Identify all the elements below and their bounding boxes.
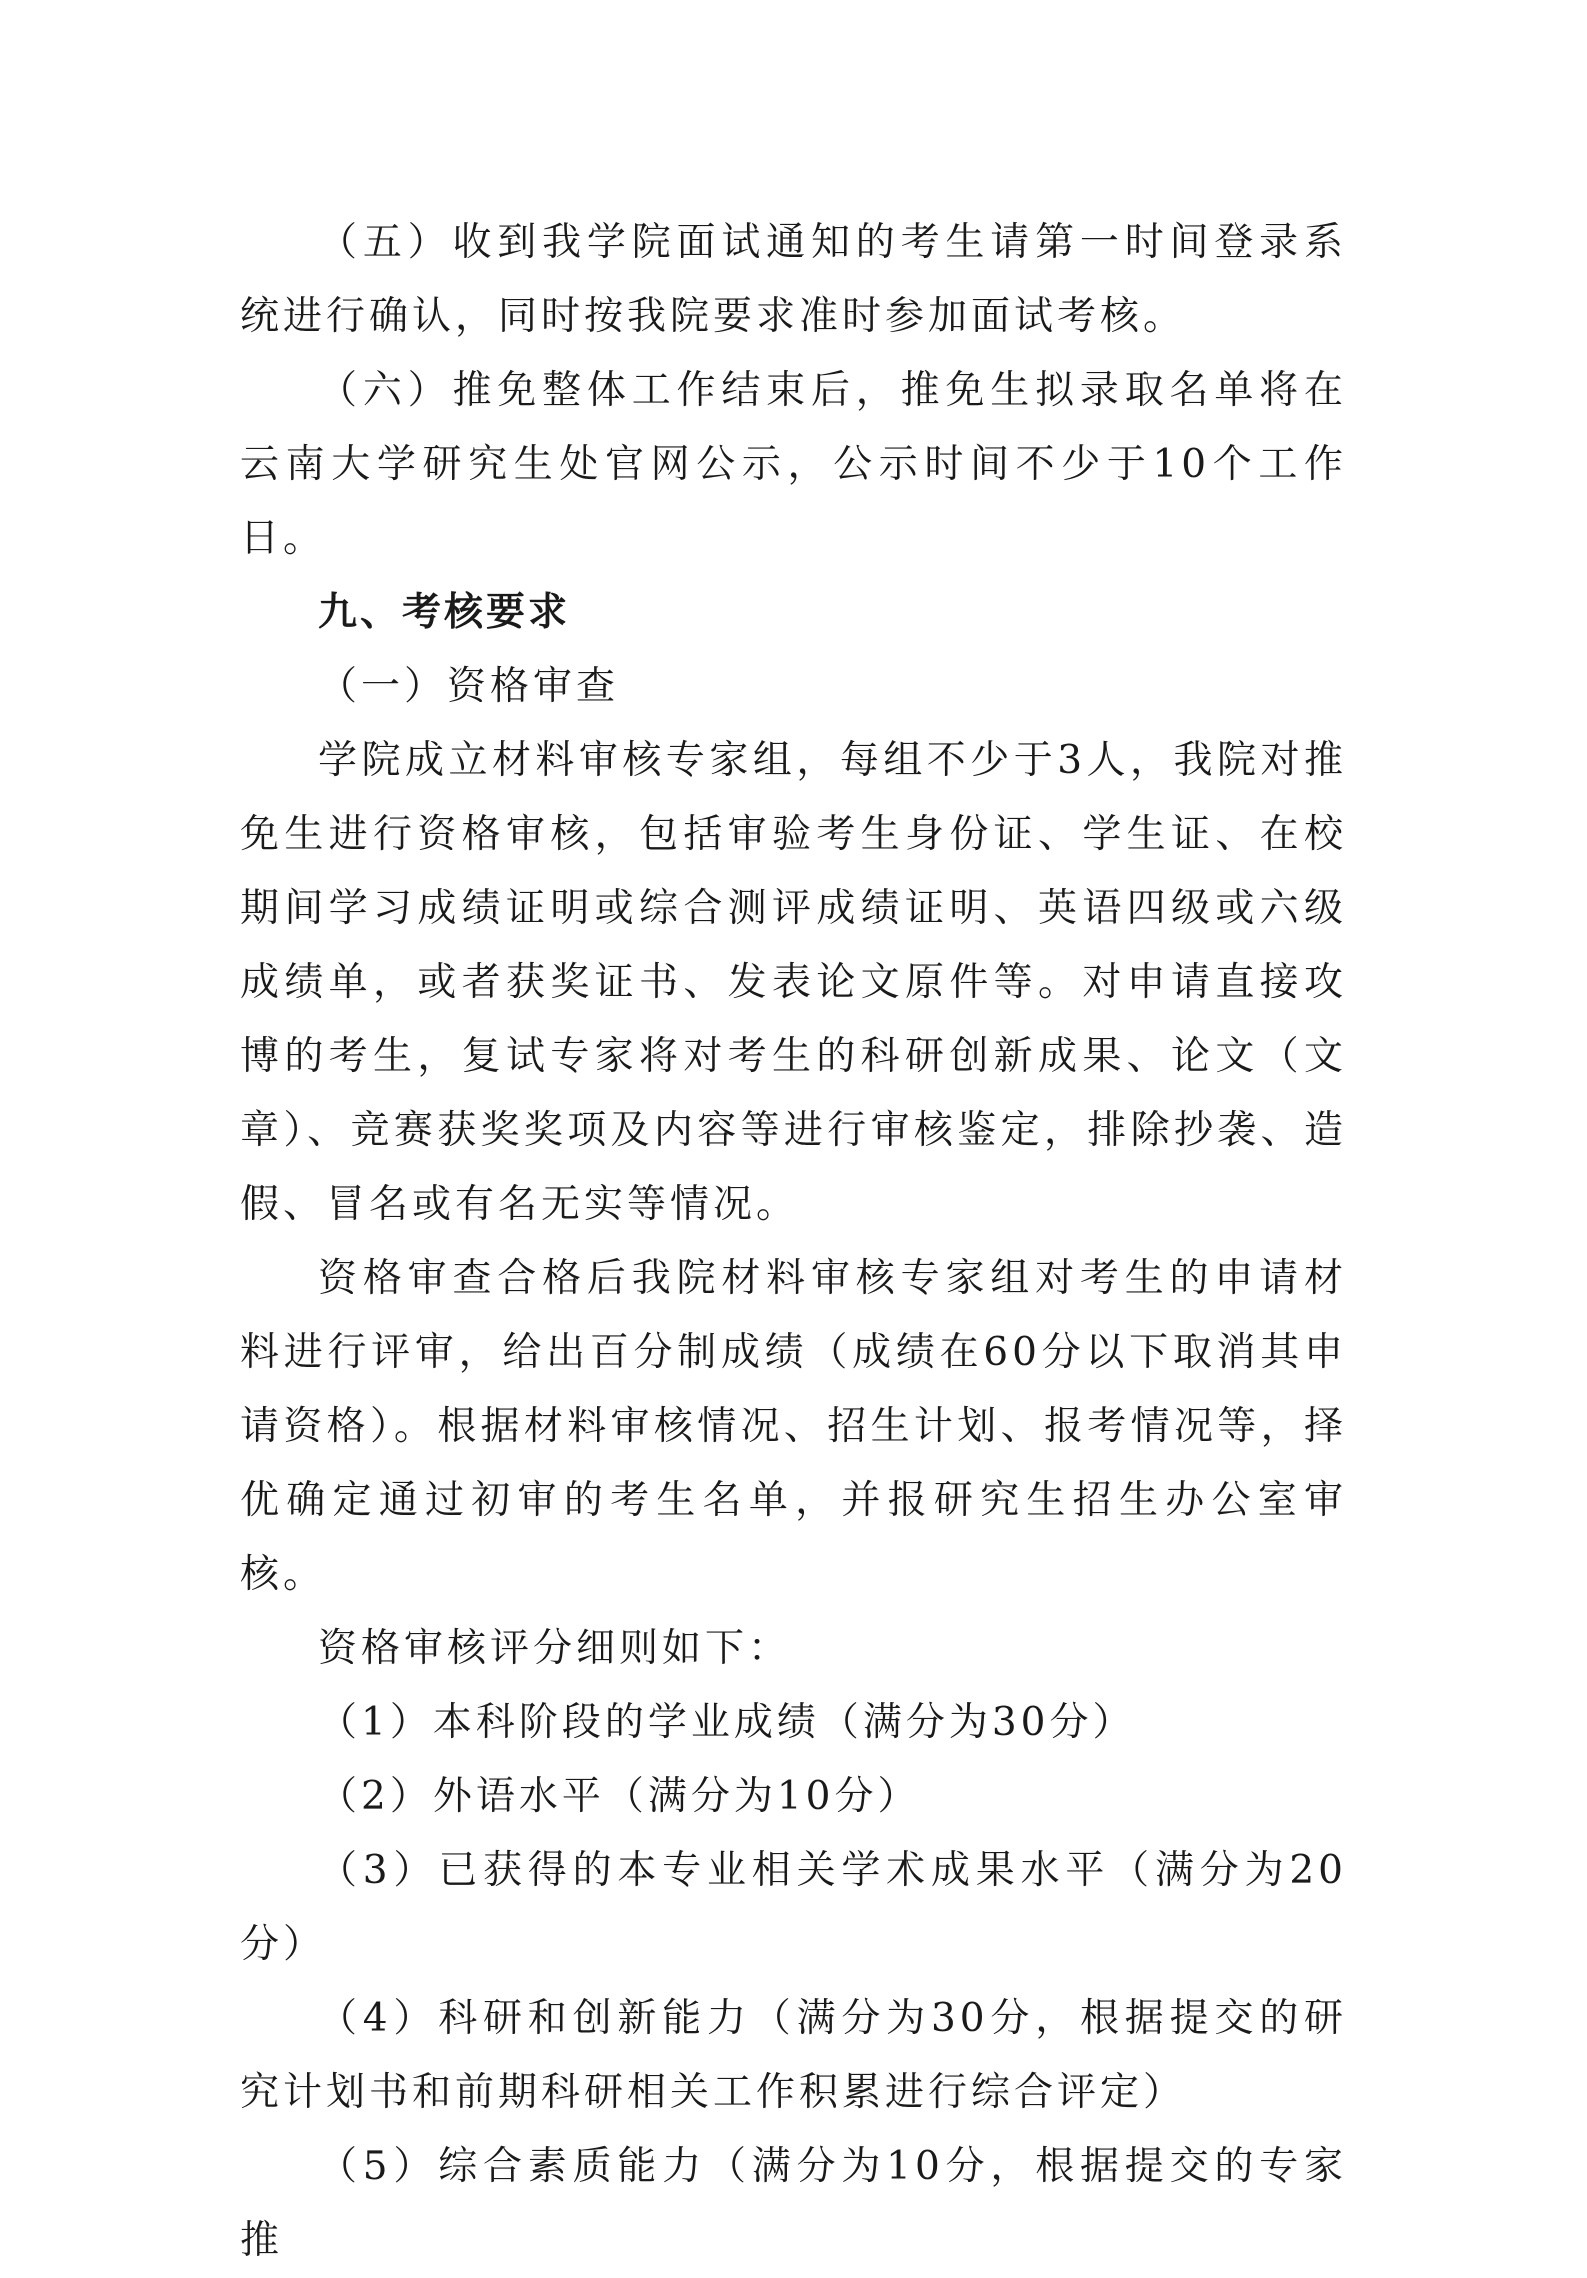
paragraph-publicity-notice: （六）推免整体工作结束后，推免生拟录取名单将在云南大学研究生处官网公示，公示时间不少于10个工作日。 [240,368,1347,561]
scoring-item-5: （5）综合素质能力（满分为10分，根据提交的专家推 [240,2144,1347,2263]
document-body [240,206,1347,2278]
section-heading-assessment: 九、考核要求 [318,590,571,635]
scoring-item-4: （4）科研和创新能力（满分为30分，根据提交的研究计划书和前期科研相关工作积累进行综合评定） [240,1996,1347,2115]
paragraph-scoring-intro: 资格审核评分细则如下： [318,1626,792,1671]
paragraph-expert-panel: 学院成立材料审核专家组，每组不少于3人，我院对推免生进行资格审核，包括审验考生身份证、学生证、在校期间学习成绩证明或综合测评成绩证明、英语四级或六级成绩单，或者获奖证书、发表论文原件等。对申请直接攻博的考生，复试专家将对考生的科研创新成果、论文（文章）、竞赛获奖奖项及内容等进行审核鉴定，排除抄袭、造假、冒名或有名无实等情况。 [240,738,1347,1227]
subsection-heading-qualification: （一）资格审查 [318,664,620,709]
scoring-item-3: （3）已获得的本专业相关学术成果水平（满分为20分） [240,1848,1347,1967]
scoring-item-1: （1）本科阶段的学业成绩（满分为30分） [318,1700,1136,1745]
scoring-item-2: （2）外语水平（满分为10分） [318,1774,921,1819]
paragraph-material-review: 资格审查合格后我院材料审核专家组对考生的申请材料进行评审，给出百分制成绩（成绩在60分以下取消其申请资格）。根据材料审核情况、招生计划、报考情况等，择优确定通过初审的考生名单，并报研究生招生办公室审核。 [240,1256,1347,1597]
paragraph-interview-confirmation: （五）收到我学院面试通知的考生请第一时间登录系统进行确认，同时按我院要求准时参加面试考核。 [240,220,1347,339]
